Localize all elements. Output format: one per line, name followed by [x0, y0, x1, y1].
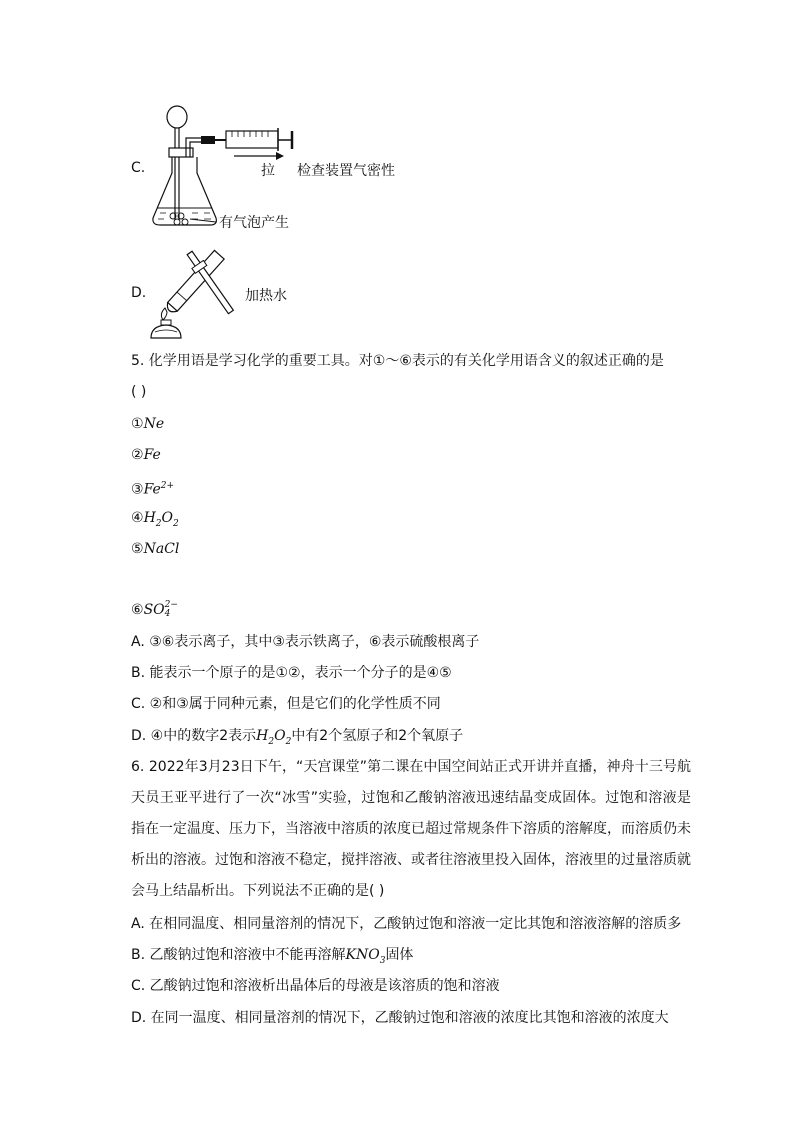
item-mark: ②	[131, 447, 144, 463]
q5-stem-line1: 5. 化学用语是学习化学的重要工具。对①～⑥表示的有关化学用语含义的叙述正确的是	[131, 353, 664, 369]
option-d-caption: 加热水	[245, 288, 287, 304]
ion-charge: 2+	[160, 481, 175, 491]
chem-symbol: KNO	[345, 947, 380, 963]
heating-water-figure	[145, 244, 245, 340]
chem-symbol: NaCl	[143, 541, 180, 557]
chem-symbol: SO	[143, 602, 165, 618]
item-mark: ①	[131, 416, 144, 432]
item-mark: ③	[131, 481, 144, 498]
subscript: 2	[285, 736, 292, 747]
q6-option-d: D. 在同一温度、相同量溶剂的情况下，乙酸钠过饱和溶液的浓度比其饱和溶液的浓度大	[131, 1010, 669, 1026]
q5-option-c: C. ②和③属于同种元素，但是它们的化学性质不同	[131, 696, 441, 712]
option-c-letter: C.	[131, 160, 146, 176]
chem-symbol: Ne	[143, 416, 165, 432]
pull-arrow-label: 拉	[261, 163, 275, 179]
q6-option-c: C. 乙酸钠过饱和溶液析出晶体后的母液是该溶质的饱和溶液	[131, 978, 500, 994]
q5-option-b: B. 能表示一个原子的是①②，表示一个分子的是④⑤	[131, 665, 452, 681]
option-text: 中有2个氢原子和2个氧原子	[291, 728, 464, 744]
item-mark: ④	[131, 510, 144, 526]
ion-charge: 2−	[164, 600, 178, 610]
q5-item-3	[131, 476, 174, 500]
subscript: 2	[155, 518, 162, 529]
subscript: 3	[379, 955, 386, 966]
q6-option-a: A. 在相同温度、相同量溶剂的情况下，乙酸钠过饱和溶液一定比其饱和溶液溶解的溶质多	[131, 916, 682, 932]
chem-symbol: H	[256, 728, 269, 744]
q5-option-a: A. ③⑥表示离子，其中③表示铁离子，⑥表示硫酸根离子	[131, 634, 480, 650]
option-text: 固体	[385, 947, 414, 963]
q6-stem: 6. 2022年3月23日下午，“天宫课堂”第二课在中国空间站正式开讲并直播，神舟十三号航天员王亚平进行了一次“冰雪”实验，过饱和乙酸钠溶液迅速结晶变成固体。过饱和溶液是指在一定温度、压力下，当溶液中溶质的浓度已超过常规条件下溶质的溶解度，而溶质仍未析出的溶液。过饱和溶液不稳定，搅拌溶液、或者往溶液里投入固体，溶液里的过量溶质就会马上结晶析出。下列说法不正确的是( )	[131, 759, 691, 899]
option-c-caption: 检查装置气密性	[297, 163, 395, 179]
q5-item-2	[131, 445, 161, 465]
q5-stem-line2: ( )	[131, 384, 147, 400]
q5-item-1	[131, 414, 164, 434]
subscript: 2	[268, 736, 275, 747]
q6-option-b	[131, 945, 413, 971]
chem-symbol: O	[161, 510, 173, 526]
q5-option-d	[131, 726, 463, 752]
subscript: 4	[164, 609, 171, 619]
chem-symbol: Fe	[143, 481, 161, 498]
chem-symbol: H	[143, 510, 156, 526]
option-text: B. 乙酸钠过饱和溶液中不能再溶解	[131, 947, 346, 963]
q5-item-5	[131, 539, 179, 559]
item-mark: ⑥	[131, 602, 144, 618]
option-text: D. ④中的数字2表示	[131, 728, 257, 744]
chem-symbol: O	[274, 728, 286, 744]
q5-item-4	[131, 508, 179, 534]
option-d-letter: D.	[131, 285, 147, 301]
bubble-label: 有气泡产生	[219, 215, 289, 231]
q5-item-6	[131, 600, 178, 620]
subscript: 2	[173, 518, 179, 529]
item-mark: ⑤	[131, 541, 144, 557]
chem-symbol: Fe	[143, 447, 161, 463]
